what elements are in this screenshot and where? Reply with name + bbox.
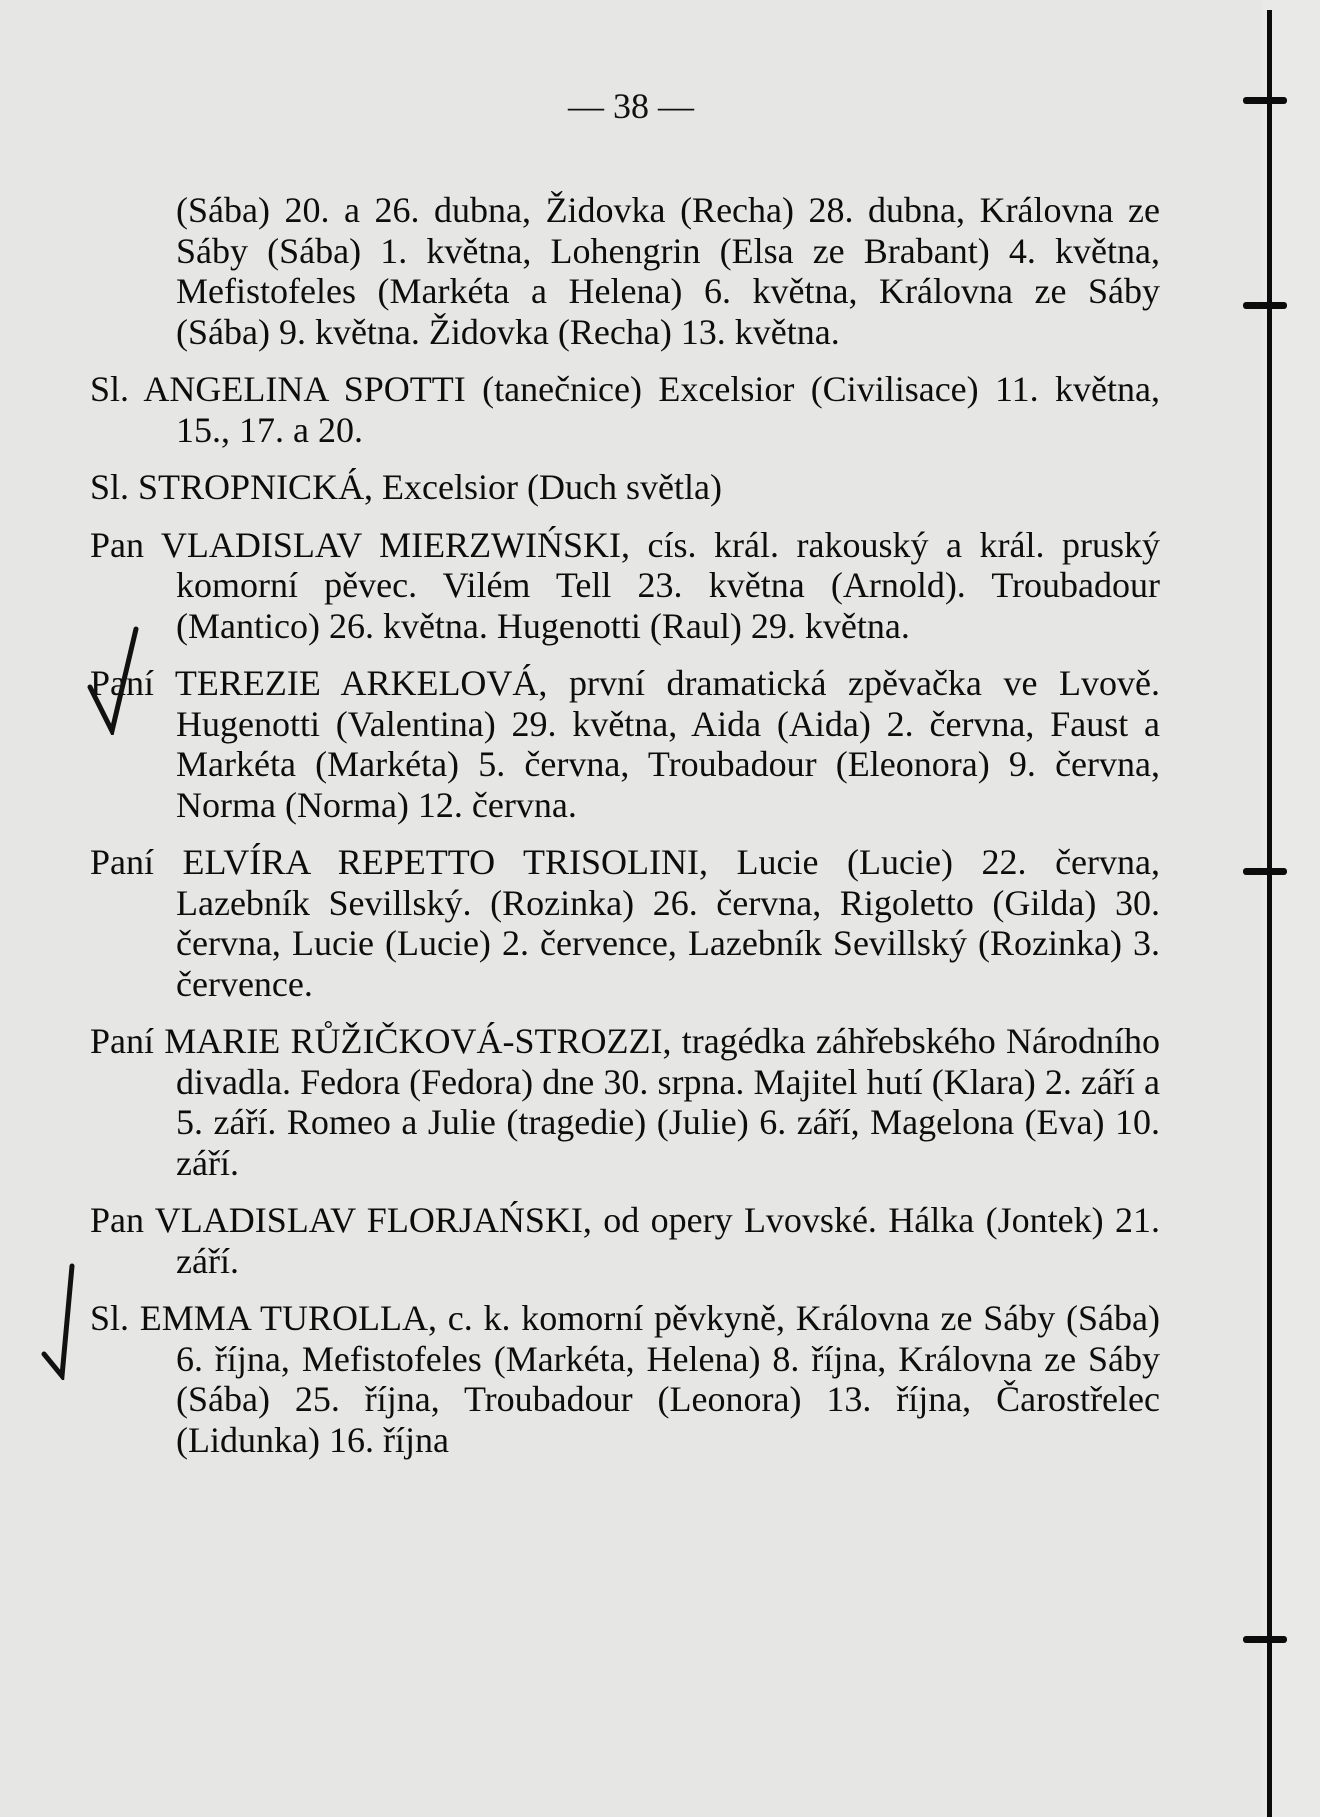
paragraph: Paní ELVÍRA REPETTO TRISOLINI, Lucie (Lucie) 22. června, Lazebník Sevillský. (Rozinka) 26. června, Rigoletto (Gilda) 30. června, Lucie (Lucie) 2. července, Lazebník Sevillský (Rozinka) 3. července. [90, 842, 1160, 1004]
binding-stitch [1243, 868, 1287, 875]
paragraph: Pan VLADISLAV MIERZWIŃSKI, cís. král. rakouský a král. pruský komorní pěvec. Vilém Tell 23. května (Arnold). Troubadour (Mantico) 26. května. Hugenotti (Raul) 29. května. [90, 524, 1160, 646]
paragraph: Sl. STROPNICKÁ, Excelsior (Duch světla) [90, 467, 722, 507]
paragraph: Paní MARIE RŮŽIČKOVÁ-STROZZI, tragédka záhřebského Národního divadla. Fedora (Fedora) dne 30. srpna. Majitel hutí (Klara) 2. září a 5. září. Romeo a Julie (tragedie) (Julie) 6. září, Magelona (Eva) 10. září. [90, 1021, 1160, 1183]
page-text [90, 190, 1160, 1477]
paragraph: Sl. ANGELINA SPOTTI (tanečnice) Excelsior (Civilisace) 11. května, 15., 17. a 20. [90, 369, 1160, 450]
binding-stitch [1243, 1636, 1287, 1643]
paragraph: Paní TEREZIE ARKELOVÁ, první dramatická zpěvačka ve Lvově. Hugenotti (Valentina) 29. května, Aida (Aida) 2. června, Faust a Markéta (Markéta) 5. června, Troubadour (Eleonora) 9. června, Norma (Norma) 12. června. [90, 663, 1160, 825]
paragraph: (Sába) 20. a 26. dubna, Židovka (Recha) 28. dubna, Královna ze Sáby (Sába) 1. května, Lohengrin (Elsa ze Brabant) 4. května, Mefistofeles (Markéta a Helena) 6. května, Královna ze Sáby (Sába) 9. května. Židovka (Recha) 13. května. [176, 190, 1160, 352]
page-number: — 38 — [568, 86, 694, 126]
paragraph: Sl. EMMA TUROLLA, c. k. komorní pěvkyně, Královna ze Sáby (Sába) 6. října, Mefistofeles (Markéta, Helena) 8. října, Královna ze Sáby (Sába) 25. října, Troubadour (Leonora) 13. října, Čarostřelec (Lidunka) 16. října [90, 1298, 1160, 1460]
paragraph: Pan VLADISLAV FLORJAŃSKI, od opery Lvovské. Hálka (Jontek) 21. září. [90, 1200, 1160, 1281]
handwritten-check-mark-icon [84, 625, 156, 735]
binding-stitch [1243, 302, 1287, 309]
binding-thread [1267, 10, 1272, 1817]
handwritten-check-mark-icon [40, 1260, 92, 1380]
